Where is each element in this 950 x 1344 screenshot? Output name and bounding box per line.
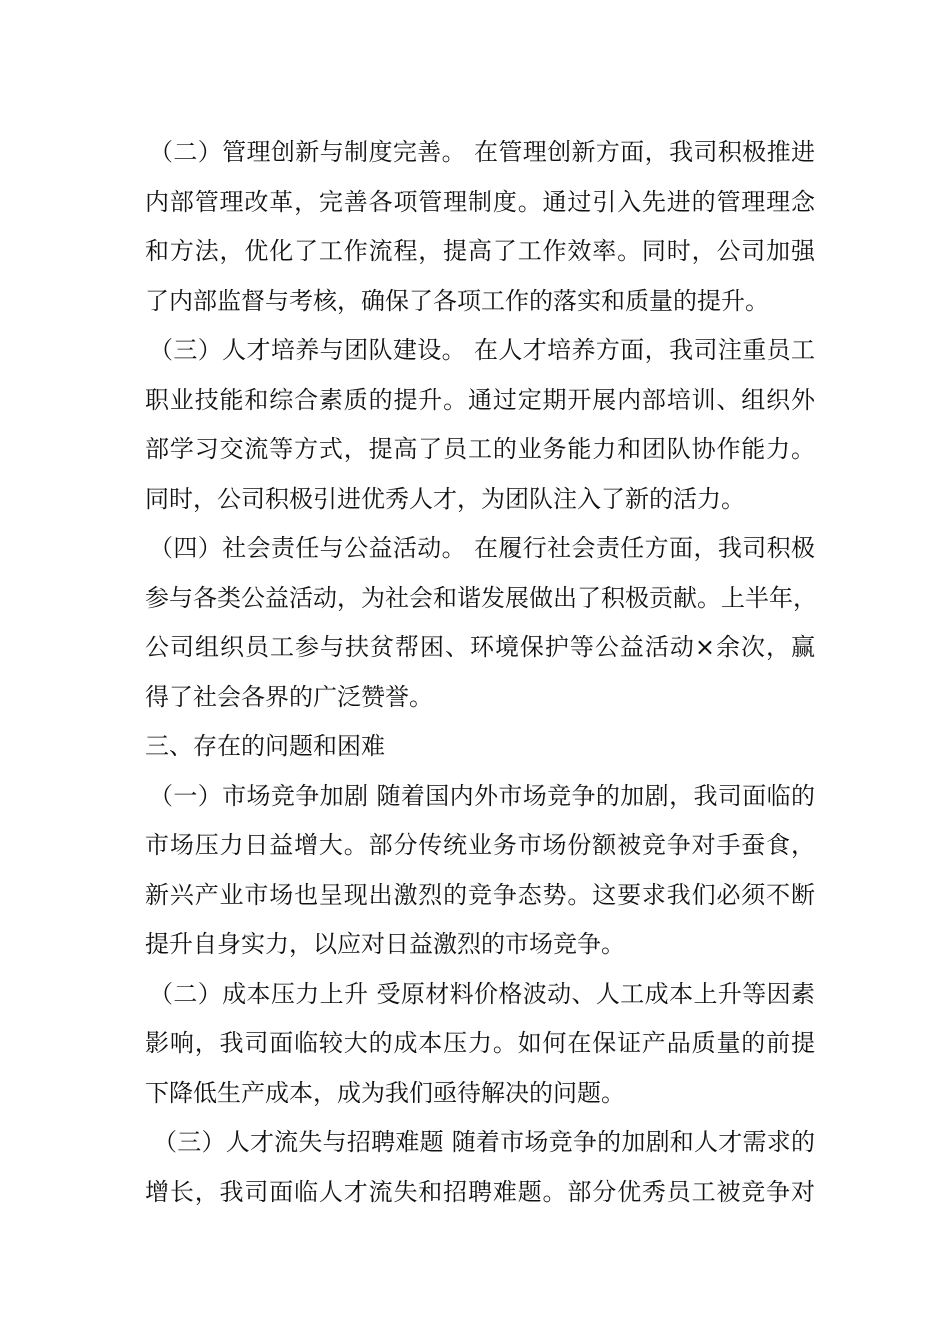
text-line: （三）人才流失与招聘难题 随着市场竞争的加剧和人才需求的 [153, 1128, 815, 1156]
text-line: 增长，我司面临人才流失和招聘难题。部分优秀员工被竞争对 [145, 1177, 815, 1206]
text-line: （一）市场竞争加剧 随着国内外市场竞争的加剧，我司面临的 [149, 781, 815, 810]
text-line: （二）管理创新与制度完善。 在管理创新方面，我司积极推进 [149, 138, 815, 166]
text-line: 内部管理改革，完善各项管理制度。通过引入先进的管理理念 [145, 187, 815, 216]
text-line: 和方法，优化了工作流程，提高了工作效率。同时，公司加强 [145, 237, 815, 265]
text-line: 市场压力日益增大。部分传统业务市场份额被竞争对手蚕食， [145, 831, 815, 859]
text-line: 了内部监督与考核，确保了各项工作的落实和质量的提升。 [145, 286, 769, 315]
text-line: 下降低生产成本，成为我们亟待解决的问题。 [145, 1078, 625, 1107]
text-line: 新兴产业市场也呈现出激烈的竞争态势。这要求我们必须不断 [145, 880, 815, 909]
text-line: 职业技能和综合素质的提升。通过定期开展内部培训、组织外 [145, 385, 815, 414]
text-line: 得了社会各界的广泛赞誉。 [145, 682, 433, 711]
text-line: 提升自身实力，以应对日益激烈的市场竞争。 [145, 930, 625, 958]
section-heading: 三、存在的问题和困难 [145, 732, 385, 760]
text-line: （二）成本压力上升 受原材料价格波动、人工成本上升等因素 [149, 979, 815, 1008]
text-line: 影响，我司面临较大的成本压力。如何在保证产品质量的前提 [145, 1029, 815, 1057]
text-line: 公司组织员工参与扶贫帮困、环境保护等公益活动×余次，赢 [145, 633, 815, 661]
text-line: 参与各类公益活动，为社会和谐发展做出了积极贡献。上半年， [145, 583, 817, 612]
text-line: （三）人才培养与团队建设。 在人才培养方面，我司注重员工 [149, 336, 815, 364]
text-line: （四）社会责任与公益活动。 在履行社会责任方面，我司积极 [149, 534, 815, 562]
text-line: 同时，公司积极引进优秀人才，为团队注入了新的活力。 [145, 484, 745, 513]
text-line: 部学习交流等方式，提高了员工的业务能力和团队协作能力。 [145, 435, 815, 463]
body-text [145, 128, 815, 1217]
